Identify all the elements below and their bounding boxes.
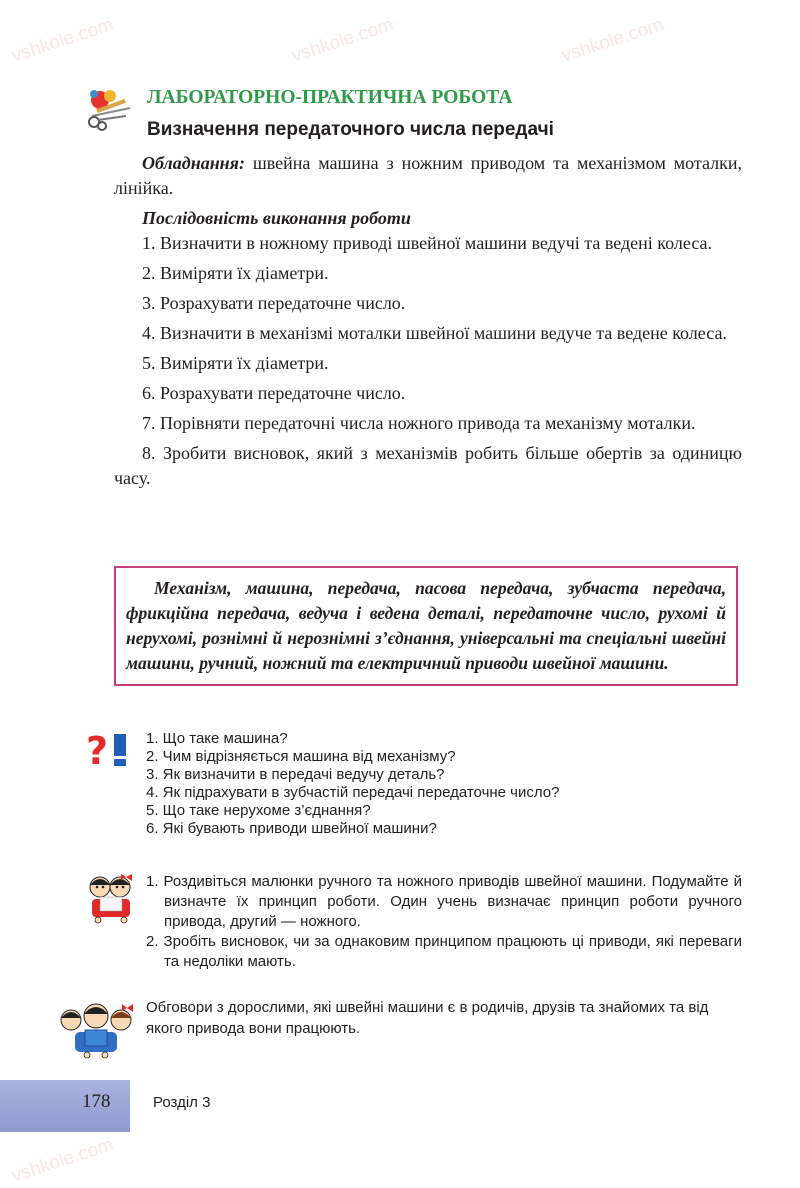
question-item: 3. Як визначити в передачі ведучу деталь? bbox=[146, 766, 445, 783]
procedure-step: 7. Порівняти передаточні числа ножного привода та механізму моталки. bbox=[142, 413, 696, 433]
procedure-step: 1. Визначити в ножному приводі швейної машини ведучі та ведені колеса. bbox=[142, 233, 713, 253]
sewing-tools-icon bbox=[86, 86, 134, 132]
procedure-step: 3. Розрахувати передаточне число. bbox=[142, 293, 406, 313]
procedure-step: 5. Виміряти їх діаметри. bbox=[142, 353, 329, 373]
watermark-text: vshkole.com bbox=[9, 14, 117, 67]
review-questions bbox=[146, 730, 742, 838]
question-item: 1. Що таке машина? bbox=[146, 730, 288, 747]
equipment-paragraph bbox=[114, 151, 742, 491]
page-number: 178 bbox=[82, 1091, 111, 1112]
lab-work-title: ЛАБОРАТОРНО-ПРАКТИЧНА РОБОТА bbox=[147, 87, 513, 108]
watermark-text: vshkole.com bbox=[9, 1134, 117, 1187]
family-group-icon bbox=[57, 1000, 135, 1060]
page-number-tab bbox=[0, 1080, 130, 1132]
task-item: 1. Роздивіться малюнки ручного та ножного приводів швейної машини. Подумайте й визначте їх принцип роботи. Один учень визначає принцип роботи ручного привода, другий — ножного. bbox=[146, 873, 742, 930]
question-exclamation-icon bbox=[86, 732, 134, 768]
lab-work-subtitle: Визначення передаточного числа передачі bbox=[147, 119, 554, 140]
watermark-text: vshkole.com bbox=[559, 14, 667, 67]
discussion-prompt: Обговори з дорослими, які швейні машини є в родичів, друзів та знайомих та від якого привода вони працюють. bbox=[146, 999, 709, 1037]
question-item: 5. Що таке нерухоме з’єднання? bbox=[146, 802, 371, 819]
equipment-text: швейна машина з ножним приводом та механізмом моталки, лінійка. bbox=[114, 153, 742, 198]
question-item: 2. Чим відрізняється машина від механізму? bbox=[146, 748, 456, 765]
question-item: 6. Які бувають приводи швейної машини? bbox=[146, 820, 437, 837]
question-item: 4. Як підрахувати в зубчастій передачі передаточне число? bbox=[146, 784, 560, 801]
watermark-text: vshkole.com bbox=[289, 14, 397, 67]
procedure-step: 8. Зробити висновок, який з механізмів робить більше обертів за одиницю часу. bbox=[114, 443, 742, 488]
section-label: Розділ 3 bbox=[153, 1094, 211, 1111]
procedure-step: 4. Визначити в механізмі моталки швейної машини ведуче та ведене колеса. bbox=[142, 323, 727, 343]
key-terms-box: Механізм, машина, передача, пасова передача, зубчаста передача, фрикційна передача, ведуча і ведена деталі, передаточне число, рухомі й нерухомі, рознімні й нерознімні з’єднання, універсальні та спеціальні швейні машини, ручний, ножний та електричний приводи швейної машини. bbox=[114, 566, 738, 686]
pair-work-tasks bbox=[146, 872, 742, 972]
equipment-label: Обладнання: bbox=[142, 153, 245, 173]
procedure-step: 6. Розрахувати передаточне число. bbox=[142, 383, 406, 403]
procedure-heading: Послідовність виконання роботи bbox=[142, 208, 411, 228]
procedure-step: 2. Виміряти їх діаметри. bbox=[142, 263, 329, 283]
task-item: 2. Зробіть висновок, чи за однаковим принципом працюють ці приводи, які переваги та недоліки мають. bbox=[146, 933, 742, 970]
svg-text:?: ? bbox=[86, 732, 109, 768]
procedure-steps bbox=[114, 231, 742, 491]
two-students-icon bbox=[86, 873, 136, 925]
